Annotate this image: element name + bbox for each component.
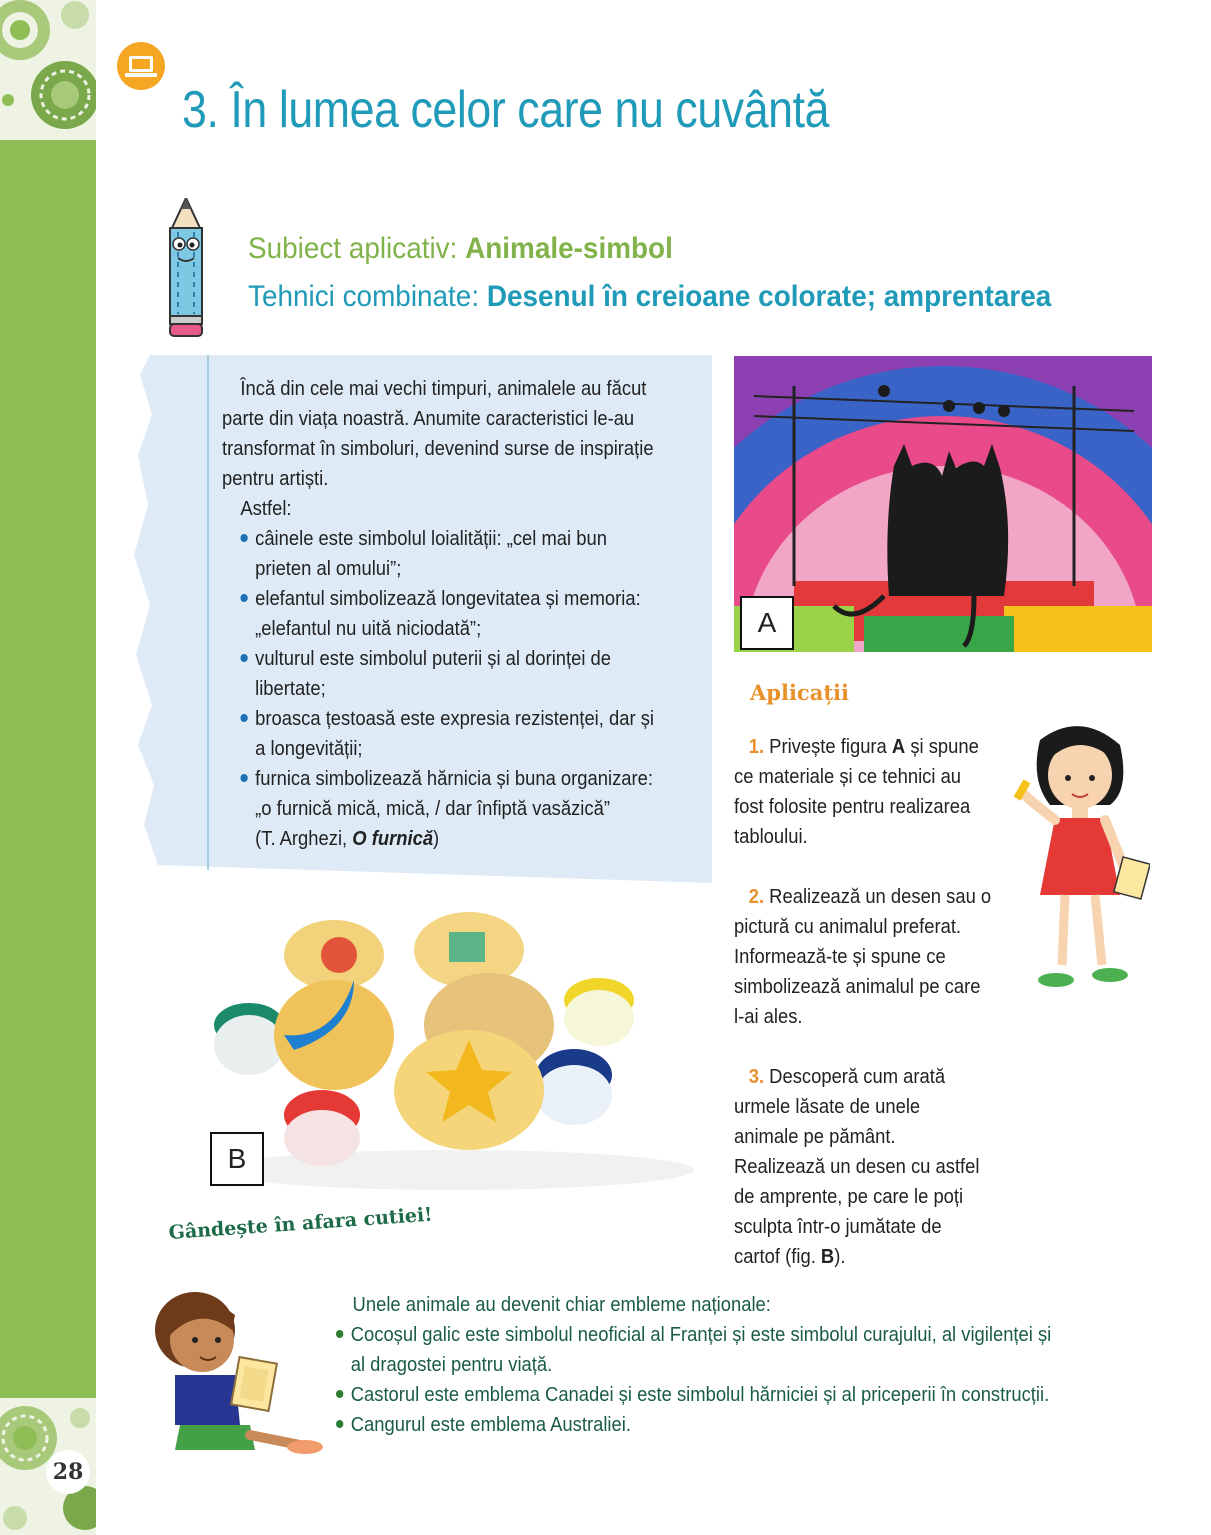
laptop-icon <box>117 42 165 90</box>
bullet-icon <box>240 594 247 602</box>
subject-line <box>248 232 673 266</box>
figure-a-drawing <box>734 356 1152 652</box>
list-item: vulturul este simbolul puterii și al dorinței de libertate; <box>222 644 654 704</box>
list-item: broasca țestoasă este expresia rezistenței, dar și a longevității; <box>222 704 654 764</box>
figure-a-label: A <box>740 596 794 650</box>
bullet-icon <box>336 1390 343 1398</box>
techniques-label: Tehnici combinate: <box>248 280 487 313</box>
applications-heading: Aplicații <box>750 680 849 705</box>
think-intro: Unele animale au devenit chiar embleme naționale: <box>352 1294 771 1316</box>
boy-illustration <box>140 1285 330 1460</box>
list-item: Castorul este emblema Canadei și este simbolul hărniciei și al priceperii în construcții. <box>336 1380 1063 1410</box>
list-item: Cocoșul galic este simbolul neoficial al Franței și este simbolul curajului, al vigilenței și al dragostei pentru viață. <box>336 1320 1063 1380</box>
figure-b-label: B <box>210 1132 264 1186</box>
bullet-icon <box>240 774 247 782</box>
list-item: câinele este simbolul loialității: „cel mai bun prieten al omului”; <box>222 524 654 584</box>
girl-illustration <box>1010 720 1150 995</box>
think-text <box>336 1290 1063 1440</box>
decorative-band-top <box>0 0 96 140</box>
techniques-line <box>248 280 1051 314</box>
figure-b-photo <box>204 910 700 1190</box>
list-item: elefantul simbolizează longevitatea și memoria: „elefantul nu uită niciodată”; <box>222 584 654 644</box>
decorative-band-green <box>0 140 96 1398</box>
info-text <box>222 374 654 854</box>
bullet-icon <box>240 534 247 542</box>
info-intro: Încă din cele mai vechi timpuri, animalele au făcut parte din viața noastră. Anumite caracteristici le-au transformat în simboluri, devenind surse de inspirație pentru artiști. <box>222 378 654 490</box>
pencil-mascot-illustration <box>160 198 212 340</box>
bullet-icon <box>240 714 247 722</box>
application-item-3: 3. Descoperă cum arată urmele lăsate de unele animale pe pământ. Realizează un desen cu astfel de amprente, pe care le poți sculpta într-o jumătate de cartof (fig. B). <box>734 1066 980 1268</box>
application-item-1: 1. Privește figura A și spune ce materiale și ce tehnici au fost folosite pentru realizarea tabloului. <box>734 736 979 848</box>
list-item: furnica simbolizează hărnicia și buna organizare: „o furnică mică, mică, / dar înfiptă vasăzică” <box>222 764 654 824</box>
think-heading: Gândește în afara cutiei! <box>168 1203 434 1244</box>
list-item: Cangurul este emblema Australiei. <box>336 1410 1063 1440</box>
circles-pattern <box>0 0 96 140</box>
citation-title: O furnică <box>352 828 434 850</box>
subject-value: Animale-simbol <box>465 232 673 265</box>
subject-label: Subiect aplicativ: <box>248 232 466 265</box>
bullet-icon <box>336 1420 343 1428</box>
page-number: 28 <box>46 1450 90 1494</box>
citation: (T. Arghezi, O furnică) <box>255 828 440 850</box>
techniques-value: Desenul în creioane colorate; amprentarea <box>486 280 1052 313</box>
bullet-icon <box>240 654 247 662</box>
application-item-2: 2. Realizează un desen sau o pictură cu animalul preferat. Informează-te și spune ce simbolizează animalul pe care l-ai ales. <box>734 886 992 1028</box>
bullet-icon <box>336 1330 343 1338</box>
info-astfel: Astfel: <box>240 498 292 520</box>
page-title: 3. În lumea celor care nu cuvântă <box>182 81 830 139</box>
